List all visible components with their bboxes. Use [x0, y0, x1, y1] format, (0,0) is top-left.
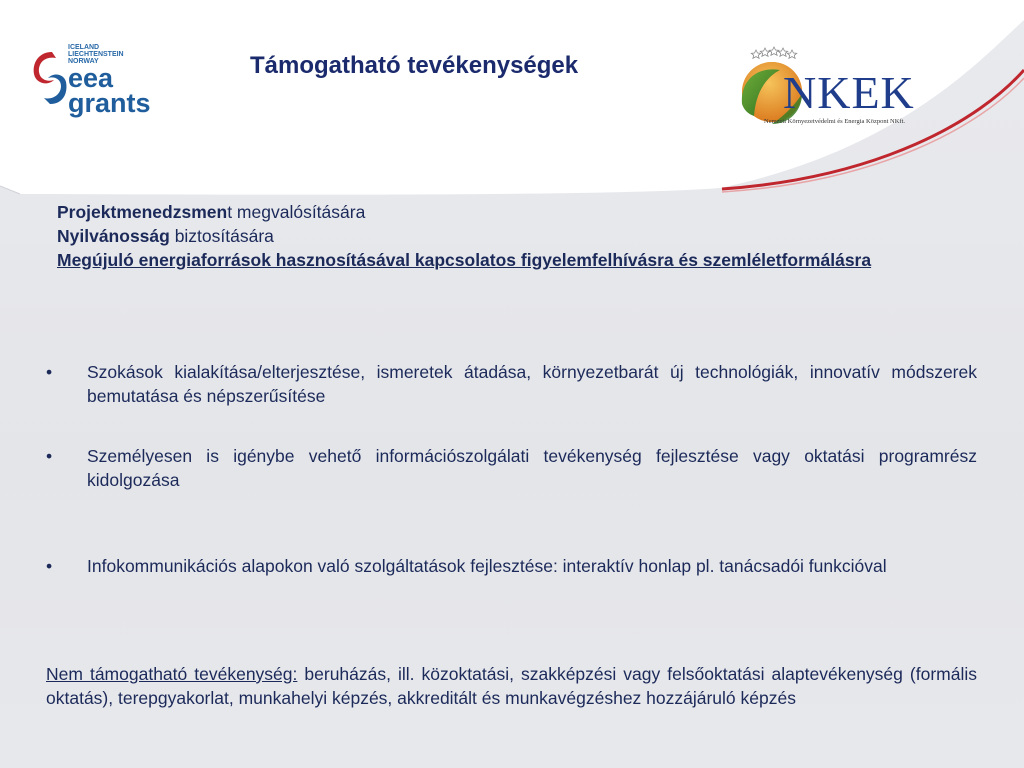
goal-item-3-text: Megújuló energiaforrások hasznosításával kapcsolatos figyelemfelhívásra és szemléletformálásra [57, 250, 872, 270]
eea-country-liechtenstein: LIECHTENSTEIN [68, 51, 124, 58]
eea-word-line2: grants [68, 88, 151, 118]
nkek-wordmark: NKEK [783, 67, 915, 118]
eea-swirl-icon [30, 48, 70, 108]
bullet-marker: • [46, 362, 53, 382]
bullet-item-infocom [46, 554, 977, 578]
goal-item-2-bold: Nyilvánosság [57, 226, 170, 246]
bullet-item-1-text: Szokások kialakítása/elterjesztése, ismeretek átadása, környezetbarát új technológiák, innovatív módszerek bemutatása és népszerűsítése [87, 362, 977, 406]
bullet-marker: • [46, 556, 53, 576]
goal-item-1-rest: t megvalósítására [227, 202, 366, 222]
non-eligible-note [46, 662, 977, 710]
slide-title: Támogatható tevékenységek [250, 52, 579, 79]
bullet-marker: • [46, 446, 53, 466]
non-eligible-text: beruházás, ill. közoktatási, szakképzési vagy felsőoktatási alaptevékenység (formális oktatás), terepgyakorlat, munkahelyi képzés, akkreditált és munkavégzéshez hozzájáruló képzés [46, 664, 977, 708]
eea-grants-wordmark [68, 63, 151, 118]
non-eligible-label: Nem támogatható tevékenység: [46, 664, 298, 684]
bullet-item-3-text: Infokommunikációs alapokon való szolgáltatások fejlesztése: interaktív honlap pl. tanácsadói funkcióval [87, 556, 887, 576]
bullet-item-info-service [46, 444, 977, 492]
goals-block [57, 200, 977, 272]
bullet-item-habits [46, 360, 977, 408]
goal-item-renewables [57, 248, 977, 272]
eea-country-norway: NORWAY [68, 58, 99, 65]
bullet-item-2-text: Személyesen is igénybe vehető információszolgálati tevékenység fejlesztése vagy oktatási programrész kidolgozása [87, 446, 977, 490]
nkek-subtitle: Nemzeti Környezetvédelmi és Energia Központ NKft. [764, 118, 906, 125]
eea-country-list [68, 44, 124, 65]
goal-item-publicity [57, 224, 977, 248]
goal-item-project-management [57, 200, 977, 224]
eea-country-iceland: ICELAND [68, 44, 100, 51]
eea-word-line1: eea [68, 63, 114, 93]
goal-item-1-bold: Projektmenedzsmen [57, 202, 228, 222]
goal-item-2-rest: biztosítására [169, 226, 274, 246]
